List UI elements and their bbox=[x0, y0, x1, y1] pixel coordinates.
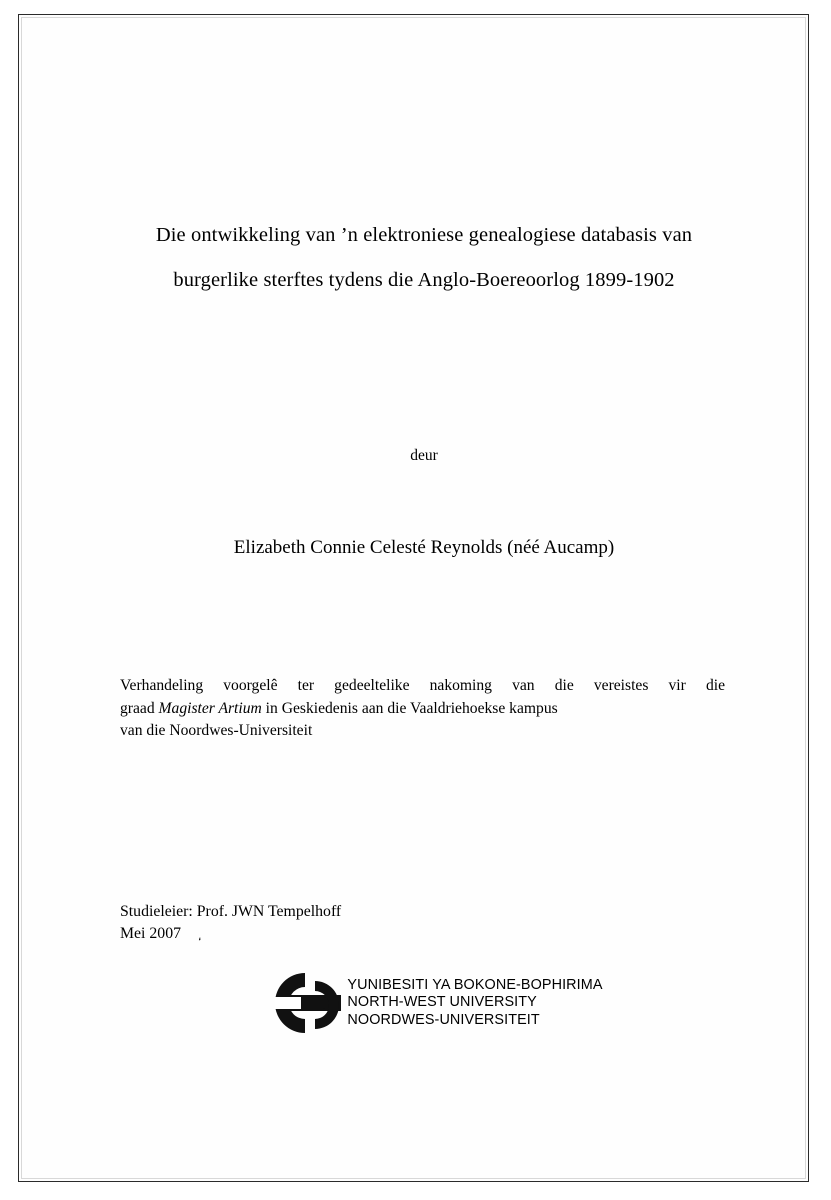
logo-text bbox=[347, 977, 602, 1030]
supervisor-line: Studieleier: Prof. JWN Tempelhoff bbox=[120, 903, 342, 920]
university-logo bbox=[104, 967, 744, 1039]
nwu-logo-icon bbox=[245, 967, 363, 1039]
title-line-1: Die ontwikkeling van ’n elektroniese genealogiese databasis van bbox=[155, 224, 693, 246]
date-line bbox=[120, 923, 725, 945]
title-page-content bbox=[104, 15, 744, 1181]
stray-pen-mark: ͵ bbox=[192, 923, 203, 942]
logo-text-line-1: YUNIBESITI YA BOKONE-BOPHIRIMA bbox=[347, 976, 603, 993]
logo-text-line-3: NOORDWES-UNIVERSITEIT bbox=[347, 1011, 540, 1028]
degree-statement-line-1: Verhandeling voorgelê ter gedeeltelike nakoming van die vereistes vir die bbox=[120, 677, 725, 694]
date-text: Mei 2007 bbox=[120, 925, 181, 942]
title-line-2: burgerlike sterftes tydens die Anglo-Boereoorlog 1899-1902 bbox=[173, 269, 675, 291]
page-title bbox=[104, 213, 744, 303]
degree-statement-line-2-post: in Geskiedenis aan die Vaaldriehoekse kampus bbox=[261, 699, 558, 717]
degree-statement-line-2 bbox=[120, 698, 725, 721]
page-border bbox=[18, 14, 809, 1182]
supervisor-block bbox=[120, 901, 725, 945]
author-intro-label: deur bbox=[410, 447, 438, 464]
author-name: Elizabeth Connie Celesté Reynolds (néé Aucamp) bbox=[233, 537, 615, 558]
degree-statement-line-3: van die Noordwes-Universiteit bbox=[120, 722, 313, 739]
degree-statement bbox=[120, 675, 725, 743]
logo-text-line-2: NORTH-WEST UNIVERSITY bbox=[347, 994, 537, 1011]
degree-statement-line-2-pre: graad bbox=[120, 699, 159, 717]
degree-name: Magister Artium bbox=[158, 699, 262, 717]
